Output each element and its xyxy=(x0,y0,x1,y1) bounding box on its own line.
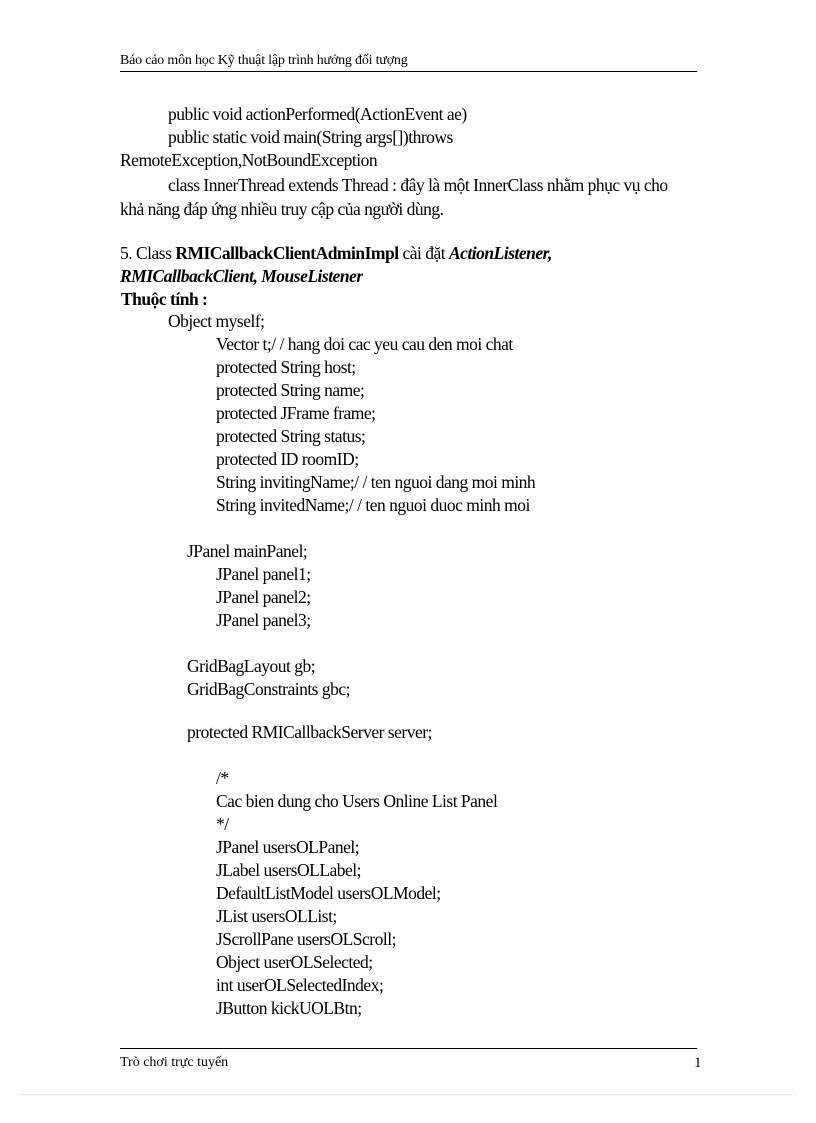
text-line: String invitedName;/ / ten nguoi duoc minh moi xyxy=(216,495,530,515)
text-line: class InnerThread extends Thread : đây là một InnerClass nhằm phục vụ cho xyxy=(168,175,668,195)
text-line: JPanel panel3; xyxy=(216,610,311,630)
attributes-heading: Thuộc tính : xyxy=(121,289,208,309)
text-line: JButton kickUOLBtn; xyxy=(216,998,362,1018)
page-number: 1 xyxy=(694,1055,702,1071)
section-prefix: 5. Class xyxy=(120,243,176,263)
section-heading xyxy=(120,242,552,264)
text-line: JScrollPane usersOLScroll; xyxy=(216,929,396,949)
text-line: GridBagConstraints gbc; xyxy=(187,679,350,699)
text-line: RemoteException,NotBoundException xyxy=(120,150,378,170)
text-line: int userOLSelectedIndex; xyxy=(216,975,384,995)
text-line: JPanel mainPanel; xyxy=(187,541,308,561)
text-line: Object myself; xyxy=(168,311,265,331)
page-boundary xyxy=(20,1094,796,1095)
text-line: */ xyxy=(216,814,229,834)
text-line: protected String name; xyxy=(216,380,365,400)
text-line: Vector t;/ / hang doi cac yeu cau den moi chat xyxy=(216,334,513,354)
text-line: JPanel panel1; xyxy=(216,564,311,584)
text-line: JPanel panel2; xyxy=(216,587,311,607)
footer-divider xyxy=(120,1048,697,1049)
page-header xyxy=(120,53,697,72)
class-name: RMICallbackClientAdminImpl xyxy=(175,243,399,263)
text-line: /* xyxy=(216,768,229,788)
footer-title: Trò chơi trực tuyến xyxy=(120,1055,229,1070)
text-line: Object userOLSelected; xyxy=(216,952,373,972)
text-line: protected JFrame frame; xyxy=(216,403,376,423)
text-line: protected String status; xyxy=(216,426,366,446)
interfaces-line1: ActionListener, xyxy=(449,243,552,263)
text-line: public void actionPerformed(ActionEvent ae) xyxy=(168,104,467,124)
text-line: JPanel usersOLPanel; xyxy=(216,837,360,857)
text-line: JList usersOLList; xyxy=(216,906,337,926)
text-line: protected String host; xyxy=(216,357,356,377)
text-line: protected RMICallbackServer server; xyxy=(187,722,432,742)
text-line: khả năng đáp ứng nhiều truy cập của người dùng. xyxy=(120,199,444,219)
text-line: JLabel usersOLLabel; xyxy=(216,860,362,880)
interfaces-line2: RMICallbackClient, MouseListener xyxy=(120,266,363,286)
text-line: Cac bien dung cho Users Online List Panel xyxy=(216,791,498,811)
text-line: GridBagLayout gb; xyxy=(187,656,316,676)
text-line: DefaultListModel usersOLModel; xyxy=(216,883,441,903)
section-middle: cài đặt xyxy=(398,243,449,263)
header-title: Báo cáo môn học Kỹ thuật lập trình hướng đối tượng xyxy=(120,53,408,68)
text-line: String invitingName;/ / ten nguoi dang moi minh xyxy=(216,472,536,492)
text-line: public static void main(String args[])throws xyxy=(168,127,453,147)
text-line: protected ID roomID; xyxy=(216,449,359,469)
